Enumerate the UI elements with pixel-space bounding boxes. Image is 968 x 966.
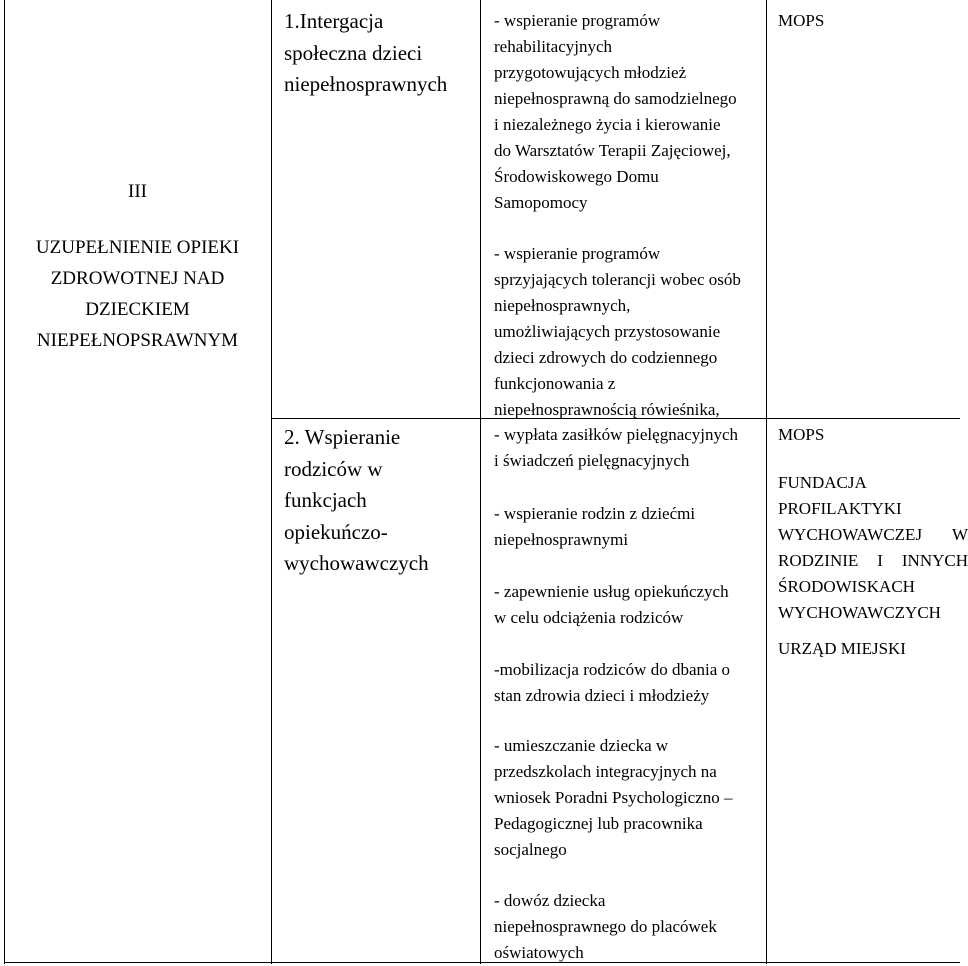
section-title-line: UZUPEŁNIENIE OPIEKI	[35, 237, 240, 258]
goal-2-line: funkcjach	[284, 488, 367, 512]
goal-2-line: opiekuńczo-	[284, 519, 388, 544]
fundacja-line	[778, 522, 968, 548]
table-border-bottom	[4, 962, 960, 963]
task-line: stan zdrowia dzieci i młodzieży	[494, 686, 710, 705]
goal-2	[284, 422, 429, 580]
task-line: - umieszczanie dziecka w	[494, 736, 669, 755]
task-line: - zapewnienie usług opiekuńczych	[494, 582, 729, 601]
goal-1	[284, 6, 447, 101]
fundacja-word: INNYCH	[901, 551, 968, 570]
task-3	[494, 422, 738, 474]
task-line: oświatowych	[494, 943, 584, 962]
task-line: wniosek Poradni Psychologiczno –	[494, 788, 733, 807]
section-roman-numeral: III	[128, 181, 147, 202]
task-line: - wspieranie programów	[494, 244, 661, 263]
fundacja-line: WYCHOWAWCZYCH	[778, 603, 941, 622]
goal-1-line: 1.Intergacja	[284, 9, 384, 33]
task-line: socjalnego	[494, 840, 567, 859]
task-line: niepełnosprawnych,	[494, 296, 631, 315]
fundacja-word: I	[877, 551, 883, 570]
task-4	[494, 501, 695, 553]
fundacja-line: FUNDACJA	[778, 473, 867, 492]
table-border-left	[4, 0, 5, 964]
task-7	[494, 733, 732, 863]
fundacja-line: PROFILAKTYKI	[778, 499, 902, 518]
goal-2-line: 2. Wspieranie	[284, 425, 401, 449]
fundacja-line	[778, 548, 968, 574]
task-line: - wspieranie programów	[494, 11, 661, 30]
task-line: - wspieranie rodzin z dziećmi	[494, 504, 696, 523]
fundacja-line: ŚRODOWISKACH	[778, 577, 915, 596]
task-line: umożliwiających przystosowanie	[494, 322, 721, 341]
responsible-fundacja	[778, 470, 968, 626]
fundacja-word: W	[951, 525, 968, 544]
task-line: i świadczeń pielęgnacyjnych	[494, 451, 690, 470]
responsible-mops-2: MOPS	[778, 425, 825, 444]
responsible-mops-1: MOPS	[778, 11, 825, 30]
goal-1-line: niepełnosprawnych	[284, 72, 448, 96]
task-6	[494, 657, 730, 709]
task-line: przygotowujących młodzież	[494, 63, 687, 82]
task-line: Samopomocy	[494, 193, 588, 212]
fundacja-word: RODZINIE	[778, 551, 859, 570]
task-1	[494, 8, 737, 216]
fundacja-word: WYCHOWAWCZEJ	[778, 525, 923, 544]
task-line: Pedagogicznej lub pracownika	[494, 814, 703, 833]
task-line: w celu odciążenia rodziców	[494, 608, 684, 627]
goal-2-line: wychowawczych	[284, 551, 429, 575]
task-8	[494, 888, 717, 966]
task-2	[494, 241, 741, 423]
responsible-urzad-miejski: URZĄD MIEJSKI	[778, 639, 906, 658]
task-line: -mobilizacja rodziców do dbania o	[494, 660, 731, 679]
task-line: przedszkolach integracyjnych na	[494, 762, 717, 781]
task-line: - dowóz dziecka	[494, 891, 606, 910]
table-border-col2	[271, 0, 272, 964]
section-title	[4, 232, 271, 356]
task-line: - wypłata zasiłków pielęgnacyjnych	[494, 425, 739, 444]
table-border-col4	[766, 0, 767, 964]
section-title-line: NIEPEŁNOPSRAWNYM	[36, 330, 239, 351]
task-line: Środowiskowego Domu	[494, 167, 659, 186]
task-line: funkcjonowania z	[494, 374, 616, 393]
task-line: do Warsztatów Terapii Zajęciowej,	[494, 141, 731, 160]
task-line: sprzyjających tolerancji wobec osób	[494, 270, 741, 289]
task-line: niepełnosprawną do samodzielnego	[494, 89, 737, 108]
task-5	[494, 579, 729, 631]
task-line: niepełnosprawnego do placówek	[494, 917, 717, 936]
task-line: niepełnosprawnością rówieśnika,	[494, 400, 720, 419]
section-title-line: ZDROWOTNEJ NAD	[50, 268, 225, 289]
table-border-col3	[480, 0, 481, 964]
task-line: dzieci zdrowych do codziennego	[494, 348, 718, 367]
goal-1-line: społeczna dzieci	[284, 40, 423, 65]
task-line: niepełnosprawnymi	[494, 530, 629, 549]
goal-2-line: rodziców w	[284, 456, 383, 481]
task-line: i niezależnego życia i kierowanie	[494, 115, 721, 134]
task-line: rehabilitacyjnych	[494, 37, 613, 56]
section-title-line: DZIECKIEM	[85, 299, 190, 320]
